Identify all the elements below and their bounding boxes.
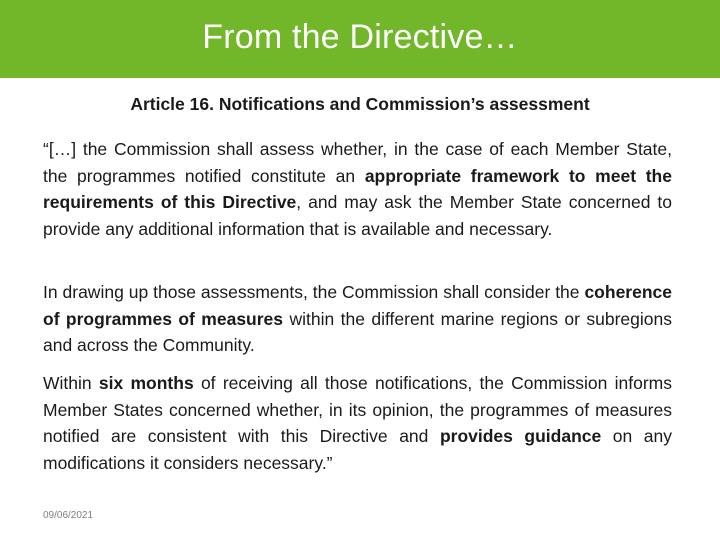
text-run: Within [43,373,99,393]
text-run: “[…] the Commission shall assess whether, in the case of each Member State, the programmes notified constitute an [43,139,672,186]
title-bar [0,0,720,78]
emphasis-run: coherence of programmes of measures [43,282,672,329]
emphasis-run: appropriate framework to meet the requirements of this Directive [43,165,672,213]
paragraph-1 [43,136,672,242]
slide-title: From the Directive… [202,17,518,56]
emphasis-run: provides guidance [439,426,602,447]
paragraph-3 [43,370,672,476]
text-run: In drawing up those assessments, the Commission shall consider the [43,282,585,302]
text-run: within the different marine regions or subregions and across the Community. [43,308,672,356]
paragraph-2 [43,279,672,359]
footer-date: 09/06/2021 [43,510,94,521]
text-run: , and may ask the Member State concerned to provide any additional information that is available and necessary. [43,192,672,239]
emphasis-run: six months [98,373,194,393]
text-run: on any modifications it considers necessary.” [43,426,673,473]
text-run: of receiving all those notifications, the Commission informs Member States concerned whether, in its opinion, the programmes of measures notified are consistent with this Directive and [43,373,672,447]
article-heading: Article 16. Notifications and Commission’s assessment [130,94,590,114]
